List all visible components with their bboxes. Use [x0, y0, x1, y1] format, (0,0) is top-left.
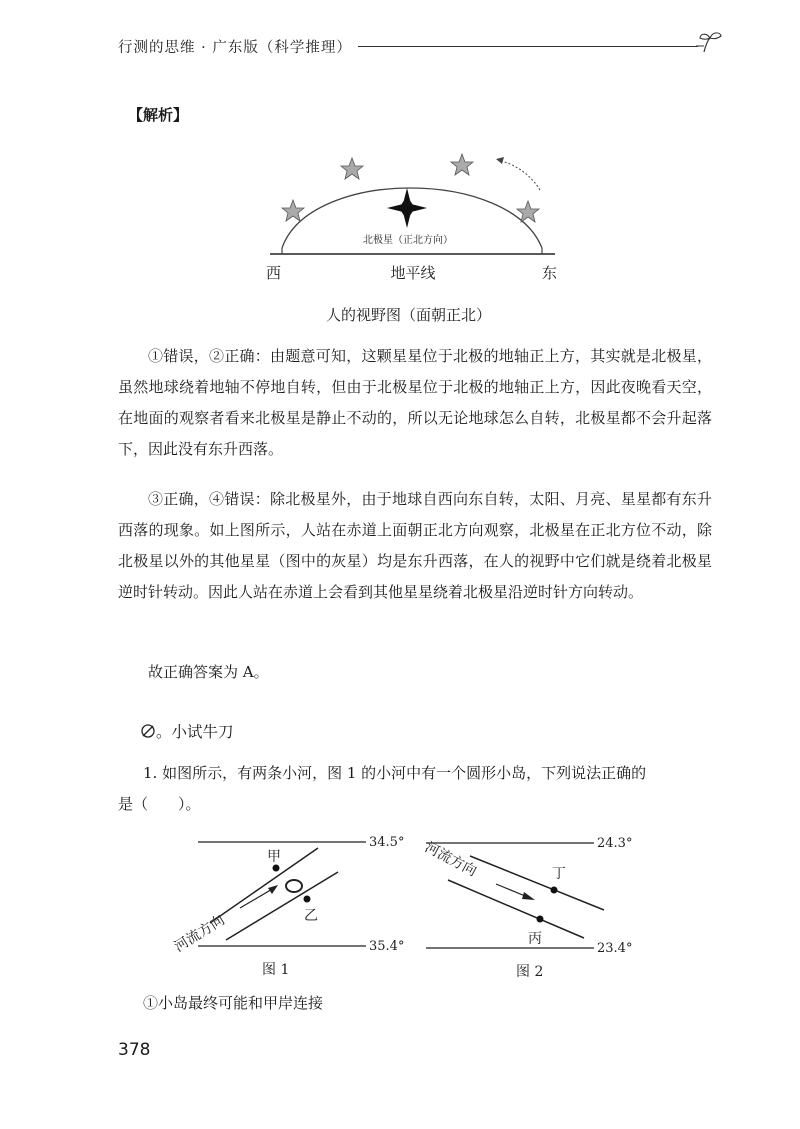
flow-label: 河流方向	[171, 912, 228, 956]
caption-fig2: 图 2	[516, 964, 544, 980]
river-figure-2	[418, 828, 658, 988]
question1-line1: 1. 如图所示，有两条小河，图 1 的小河中有一个圆形小岛，下列说法正确的	[143, 764, 647, 782]
header-title: 行测的思维 · 广东版（科学推理）	[118, 40, 352, 56]
header-rule	[358, 46, 698, 47]
analysis-paragraph-2: ③正确，④错误：除北极星外，由于地球自西向东自转，太阳、月亮、星星都有东升西落的现象。如上图所示，人站在赤道上面朝正北方向观察，北极星在正北方位不动，除北极星以外的其他星星（图中的灰星）均是东升西落，在人的视野中它们就是绕着北极星逆时针转动。因此人站在赤道上会看到其他星星绕着北极星沿逆时针方向转动。	[118, 490, 712, 601]
label-ding: 丁	[552, 866, 566, 882]
river-bank-upper	[470, 856, 604, 910]
sprout-icon	[696, 30, 724, 54]
question1-line2: 是（ ）。	[118, 795, 201, 813]
knife-icon	[140, 723, 156, 739]
page-number: 378	[118, 1040, 151, 1060]
point-jia	[273, 865, 280, 872]
label-bing: 丙	[528, 931, 542, 947]
rotation-arrow	[498, 160, 540, 190]
label-yi: 乙	[304, 908, 318, 924]
section-label: 【解析】	[128, 106, 189, 124]
sky-view-figure	[250, 148, 570, 288]
island	[286, 880, 302, 892]
polaris-icon	[387, 188, 427, 228]
gray-star-icon	[451, 154, 473, 175]
answer-line: 故正确答案为 A。	[148, 663, 269, 681]
gray-star-icon	[341, 158, 363, 179]
east-label: 东	[542, 264, 558, 282]
label-jia: 甲	[267, 849, 281, 865]
point-ding	[551, 887, 558, 894]
lat-label-bottom: 23.4°	[597, 941, 633, 956]
caption-fig1: 图 1	[262, 962, 290, 978]
analysis-paragraph-1: ①错误，②正确：由题意可知，这颗星星位于北极的地轴正上方，其实就是北极星，虽然地球绕着地轴不停地自转，但由于北极星位于北极的地轴正上方，因此夜晚看天空，在地面的观察者看来北极星是静止不动的，所以无论地球怎么自转，北极星都不会升起落下，因此没有东升西落。	[118, 347, 712, 458]
lat-label-top: 24.3°	[597, 836, 633, 851]
page-header	[118, 34, 718, 60]
river-figure-1	[170, 828, 410, 988]
option-1: ①小岛最终可能和甲岸连接	[143, 994, 324, 1012]
horizon-label: 地平线	[390, 264, 436, 282]
lat-label-top: 34.5°	[369, 835, 405, 850]
lat-label-bottom: 35.4°	[369, 939, 405, 954]
practice-heading	[140, 720, 234, 742]
point-yi	[304, 896, 311, 903]
figure1-caption: 人的视野图（面朝正北）	[326, 306, 492, 324]
river-bank-lower	[448, 880, 584, 938]
point-bing	[537, 916, 544, 923]
polaris-label: 北极星（正北方向）	[363, 235, 453, 246]
practice-heading-text: 。小试牛刀	[156, 723, 234, 741]
west-label: 西	[266, 264, 282, 282]
flow-label: 河流方向	[422, 839, 480, 880]
gray-star-icon	[282, 200, 304, 221]
